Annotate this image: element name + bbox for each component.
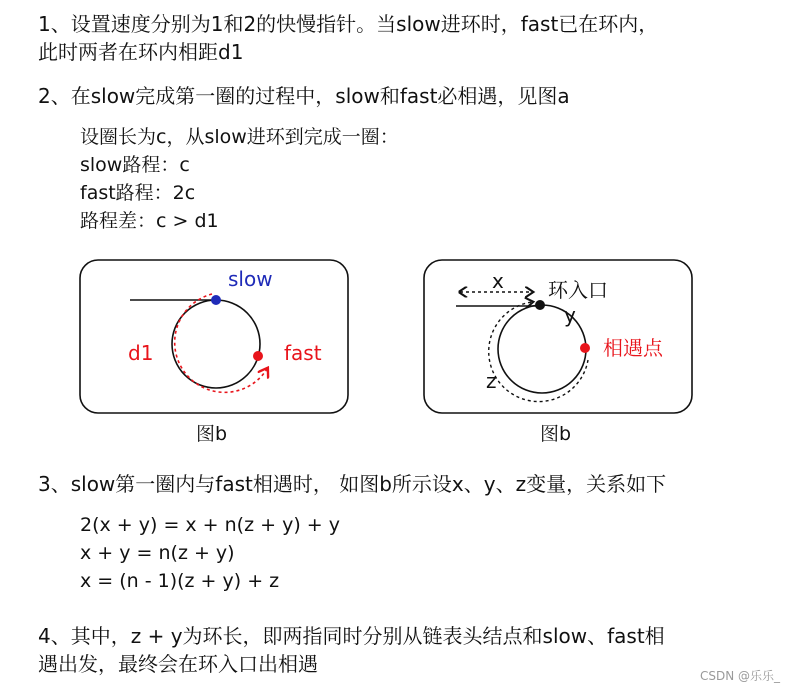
step-2-detail-4: 路程差：c > d1 xyxy=(80,210,219,232)
figure-right-caption: 图b xyxy=(540,423,572,445)
step-1-line-2: 此时两者在环内相距d1 xyxy=(38,40,244,64)
y-label: y xyxy=(564,303,576,327)
figure-left-frame xyxy=(80,260,348,413)
step-4-line-2: 遇出发，最终会在环入口出相遇 xyxy=(38,652,318,676)
equation-1: 2(x + y) = x + n(z + y) + y xyxy=(80,514,340,536)
equation-2: x + y = n(z + y) xyxy=(80,542,235,564)
slow-point xyxy=(211,295,221,305)
entrance-point xyxy=(535,300,545,310)
entrance-label: 环入口 xyxy=(548,278,608,302)
d1-label: d1 xyxy=(128,341,154,365)
step-1-line-1: 1、设置速度分别为1和2的快慢指针。当slow进环时，fast已在环内， xyxy=(38,12,659,36)
meet-label: 相遇点 xyxy=(603,336,663,360)
x-label: x xyxy=(492,269,504,293)
step-2-detail-3: fast路程：2c xyxy=(80,182,196,204)
step-3-line-1: 3、slow第一圈内与fast相遇时， 如图b所示设x、y、z变量，关系如下 xyxy=(38,472,667,496)
slow-label: slow xyxy=(228,267,273,291)
z-label: z xyxy=(486,369,497,393)
figure-left-caption: 图b xyxy=(196,423,228,445)
equation-3: x = (n - 1)(z + y) + z xyxy=(80,570,280,592)
step-2-line-1: 2、在slow完成第一圈的过程中，slow和fast必相遇，见图a xyxy=(38,84,570,108)
figure-right xyxy=(424,260,692,413)
fast-label: fast xyxy=(284,341,322,365)
watermark: CSDN @乐乐_ xyxy=(699,669,780,683)
fast-point xyxy=(253,351,263,361)
step-4-line-1: 4、其中，z + y为环长，即两指同时分别从链表头结点和slow、fast相 xyxy=(38,624,665,648)
step-2-detail-2: slow路程：c xyxy=(80,154,190,176)
meet-point xyxy=(580,343,590,353)
figure-left xyxy=(80,260,348,413)
step-2-detail-1: 设圈长为c，从slow进环到完成一圈： xyxy=(80,126,399,148)
